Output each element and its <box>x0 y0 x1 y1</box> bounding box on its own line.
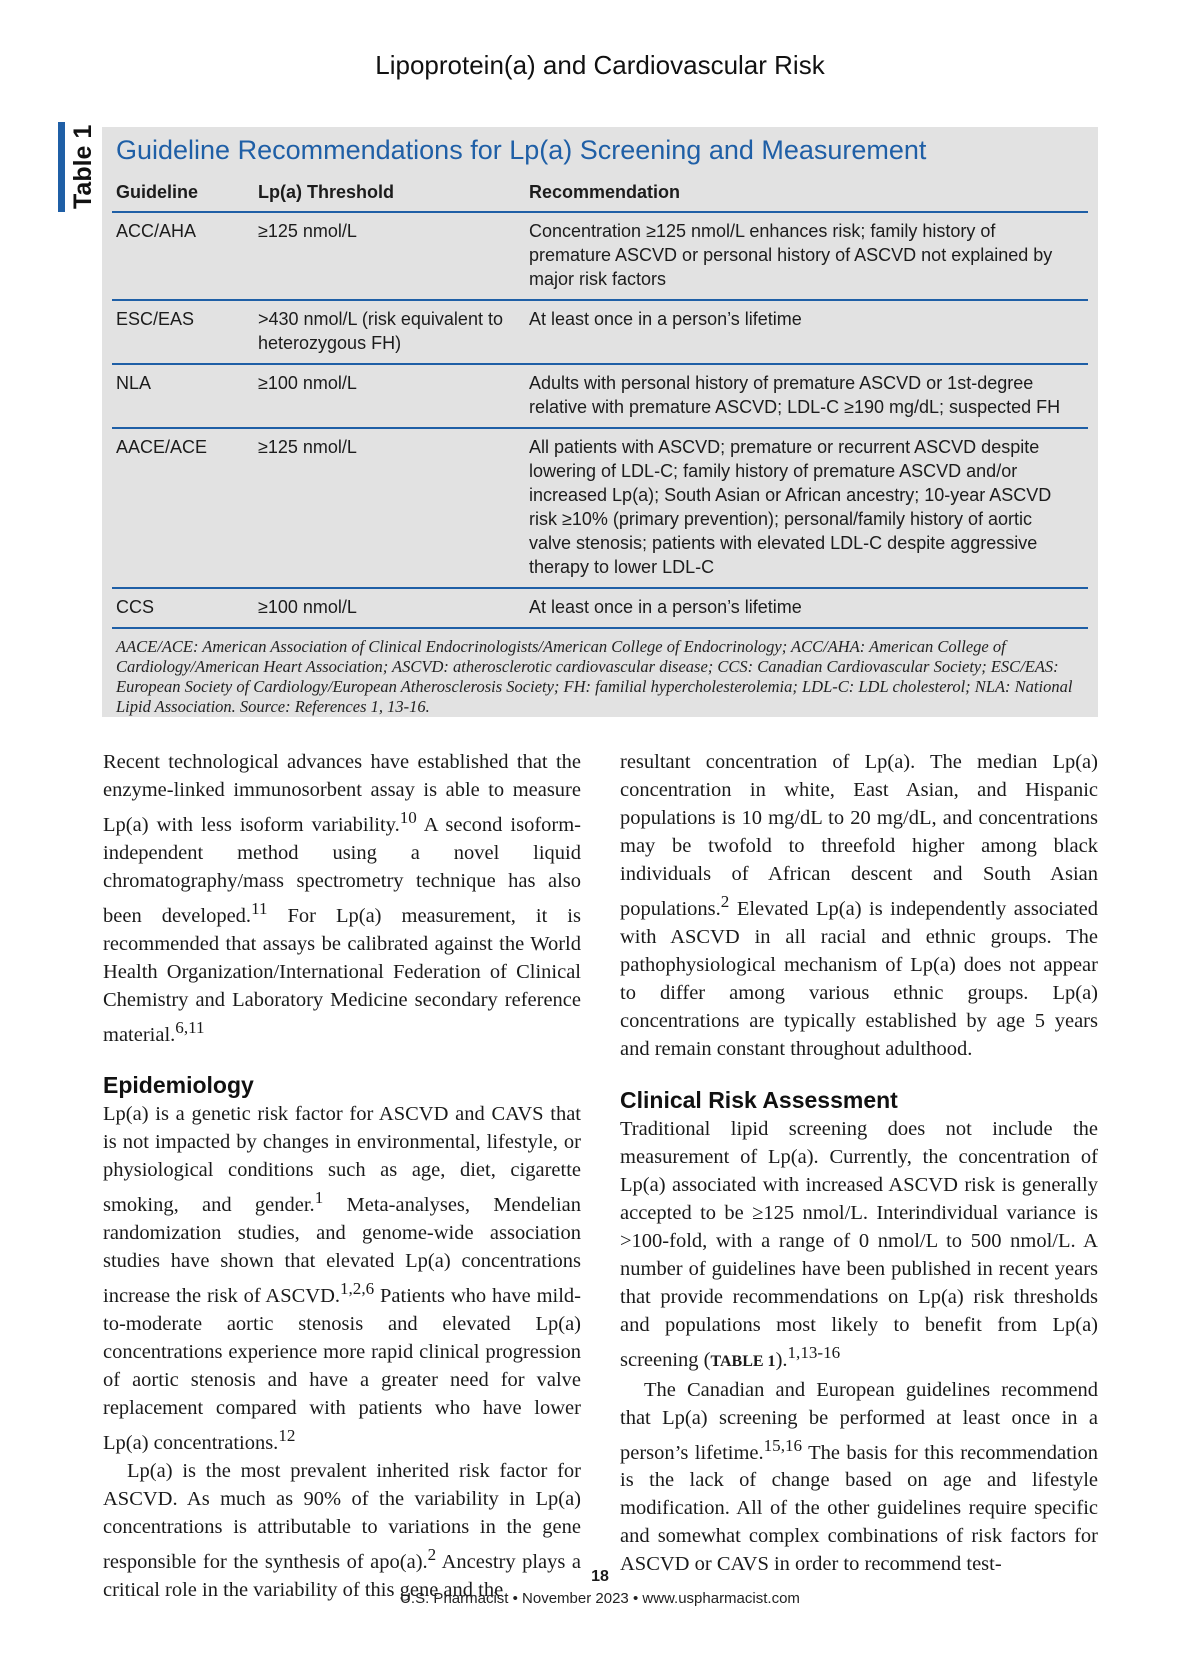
column-header: Lp(a) Threshold <box>254 173 525 212</box>
table-cell-threshold: ≥100 nmol/L <box>254 364 525 428</box>
page-number: 18 <box>591 1568 609 1585</box>
table-cell-threshold: >430 nmol/L (risk equivalent to heterozygous FH) <box>254 300 525 364</box>
table-cell-threshold: ≥125 nmol/L <box>254 428 525 588</box>
table-cell-guideline: AACE/ACE <box>112 428 254 588</box>
table-tab-label: Table 1 <box>69 124 97 210</box>
citation: 10 <box>399 808 417 827</box>
table-cell-threshold: ≥125 nmol/L <box>254 212 525 300</box>
citation: 11 <box>251 898 268 918</box>
table-cell-guideline: ESC/EAS <box>112 300 254 364</box>
publication-footer: U.S. Pharmacist • November 2023 • www.uspharmacist.com <box>400 1590 800 1607</box>
table-cell-recommendation: All patients with ASCVD; premature or recurrent ASCVD despite lowering of LDL-C; family history of premature ASCVD and/or increased Lp(a); South Asian or African ancestry; 10-year ASCVD risk ≥10% (primary prevention); personal/family history of aortic valve stenosis; patients with elevated LDL-C despite aggressive therapy to lower LDL-C <box>525 428 1088 588</box>
citation: 1,13-16 <box>787 1342 841 1362</box>
citation: 2 <box>720 892 730 911</box>
table-footnote: AACE/ACE: American Association of Clinical Endocrinologists/American College of Endocrinology; ACC/AHA: American College of Cardiology/American Heart Association; ASCVD: atherosclerotic cardiovascular disease; CCS: Canadian Cardiovascular Society; ESC/EAS: European Society of Cardiology/European Atherosclerosis Society; FH: familial hypercholesterolemia; LDL-C: LDL cholesterol; NLA: National Lipid Association. Source: References 1, 13-16. <box>116 637 1073 716</box>
table-cell-guideline: NLA <box>112 364 254 428</box>
body-paragraph: Traditional lipid screening does not include the measurement of Lp(a). Currently, the concentration of Lp(a) associated with increased ASCVD risk is generally accepted to be ≥125 nmol/L. Interindividual variance is >100-fold, with a range of 0 nmol/L to 500 nmol/L. A number of guidelines have been published in recent years that provide recommendations on Lp(a) risk thresholds and populations most likely to benefit from Lp(a) screening (TABLE 1).$^{1,13-16}$ <box>620 1117 1098 1371</box>
table-cell-recommendation: Adults with personal history of premature ASCVD or 1st-degree relative with premature ASCVD; LDL-C ≥190 mg/dL; suspected FH <box>525 364 1088 428</box>
table-cell-recommendation: At least once in a person’s lifetime <box>525 300 1088 364</box>
right-column <box>620 748 1098 1578</box>
guideline-table-panel <box>102 127 1098 717</box>
section-heading-clinical-risk: Clinical Risk Assessment <box>620 1086 898 1113</box>
body-paragraph: Lp(a) is a genetic risk factor for ASCVD and CAVS that is not impacted by changes in environmental, lifestyle, or physiological conditions such as age, diet, cigarette smoking, and gender.$^1$ Meta-analyses, Mendelian randomization studies, and genome-wide association studies have shown that elevated Lp(a) concentrations increase the risk of ASCVD.$^{1,2,6}$ Patients who have mild-to-moderate aortic stenosis and elevated Lp(a) concentrations experience more rapid clinical progression of aortic stenosis and have a greater need for valve replacement compared with patients who have lower Lp(a) concentrations.$^{12}$ <box>103 1103 581 1454</box>
table-row <box>112 300 1088 364</box>
table-cell-recommendation: At least once in a person’s lifetime <box>525 588 1088 628</box>
citation: 2 <box>427 1544 437 1564</box>
body-paragraph-continued: resultant concentration of Lp(a). The median Lp(a) concentration in white, East Asian, and Hispanic populations is 10 mg/dL to 20 mg/dL, and concentrations may be twofold to threefold higher among black individuals of African descent and South Asian populations.$^2$ Elevated Lp(a) is independently associated with ASCVD in all racial and ethnic groups. The pathophysiological mechanism of Lp(a) does not appear to differ among various ethnic groups. Lp(a) concentrations are typically established by age 5 years and remain constant throughout adulthood. <box>620 751 1098 1060</box>
citation: 6,11 <box>175 1017 205 1037</box>
table-cell-guideline: CCS <box>112 588 254 628</box>
table-row <box>112 428 1088 588</box>
guideline-table <box>112 173 1088 629</box>
table-reference: TABLE 1 <box>710 1352 776 1370</box>
citation: 12 <box>278 1426 296 1446</box>
body-paragraph: The Canadian and European guidelines recommend that Lp(a) screening be performed at least once in a person’s lifetime.$^{15,16}$ The basis for this recommendation is the lack of change based on age and lifestyle modification. All of the other guidelines require specific and somewhat complex combinations of risk factors for ASCVD or CAVS in order to recommend test- <box>620 1378 1098 1576</box>
table-cell-threshold: ≥100 nmol/L <box>254 588 525 628</box>
table-cell-recommendation: Concentration ≥125 nmol/L enhances risk; family history of premature ASCVD or personal history of ASCVD not explained by major risk factors <box>525 212 1088 300</box>
table-tab <box>58 122 96 212</box>
column-header: Guideline <box>112 173 254 212</box>
table-row <box>112 364 1088 428</box>
table-row <box>112 588 1088 628</box>
body-paragraph: Lp(a) is the most prevalent inherited risk factor for ASCVD. As much as 90% of the variability in Lp(a) concentrations is attributable to variations in the gene responsible for the synthesis of apo(a).$^2$ Ancestry plays a critical role in the variability of this gene and the <box>103 1459 582 1601</box>
table-header-row <box>112 173 1088 212</box>
table-tab-bar <box>58 122 65 212</box>
table-row <box>112 212 1088 300</box>
section-heading-epidemiology: Epidemiology <box>103 1072 254 1099</box>
citation: 15,16 <box>763 1435 803 1455</box>
table-cell-guideline: ACC/AHA <box>112 212 254 300</box>
table-title: Guideline Recommendations for Lp(a) Screening and Measurement <box>116 135 927 165</box>
citation: 1,2,6 <box>340 1279 375 1299</box>
running-header: Lipoprotein(a) and Cardiovascular Risk <box>375 50 825 80</box>
left-column <box>103 748 581 1604</box>
citation: 1 <box>314 1188 324 1208</box>
body-paragraph: Recent technological advances have established that the enzyme-linked immunosorbent assay is able to measure Lp(a) with less isoform variability.$^{10}$ A second isoform-independent method using a novel liquid chromatography/mass spectrometry technique has also been developed.$^{11}$ For Lp(a) measurement, it is recommended that assays be calibrated against the World Health Organization/International Federation of Clinical Chemistry and Laboratory Medicine secondary reference material.$^{6,11}$ <box>103 751 581 1046</box>
column-header: Recommendation <box>525 173 1088 212</box>
